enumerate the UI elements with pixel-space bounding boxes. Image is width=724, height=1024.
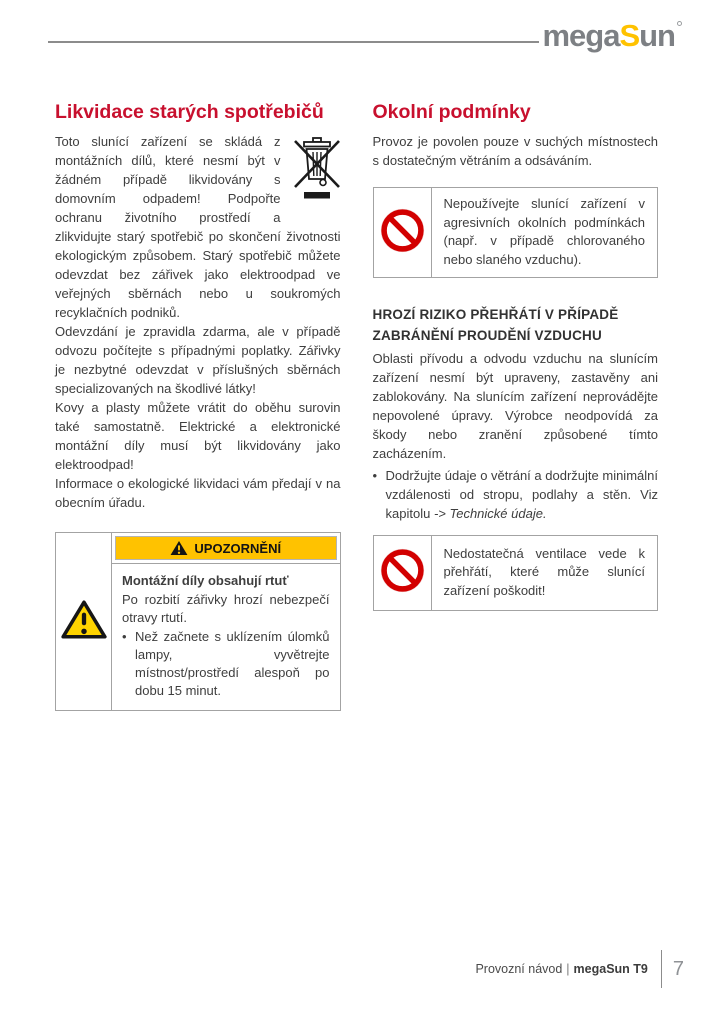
megasun-logo (542, 20, 682, 51)
footer-label: Provozní návod (475, 962, 563, 976)
registered-mark-icon (677, 21, 682, 26)
prohibition-icon-cell (374, 188, 432, 277)
page-header (0, 0, 724, 51)
section-heading-ambient: Okolní podmínky (372, 101, 531, 123)
logo-text-post: un (639, 18, 675, 53)
right-column (373, 101, 659, 711)
prohibition-text-1: Nepoužívejte slunící zařízení v agresivních okolních podmínkách (např. v případě chlorovaného nebo slaného vzduchu). (443, 196, 645, 267)
section-heading-disposal: Likvidace starých spotřebičů (55, 101, 324, 123)
prohibition-sign-icon (380, 548, 425, 598)
disposal-paragraph-1 (55, 132, 341, 322)
caution-title: Montážní díly obsahují rtuť (122, 573, 289, 588)
prohibition-icon-cell (374, 536, 432, 610)
warning-triangle-icon (61, 599, 107, 645)
caution-icon-cell (56, 533, 112, 710)
logo-text-pre: mega (542, 18, 620, 53)
prohibition-box-ventilation (373, 535, 659, 611)
caution-bullet-item (122, 628, 330, 700)
header-rule (48, 41, 539, 43)
chapter-reference: -> Technické údaje. (433, 506, 547, 521)
bullet-text-normal: Dodržujte údaje o větrání a dodržujte minimální vzdálenosti od stropu, podlahy a stěn. Viz kapitolu (385, 468, 658, 521)
caution-banner-label: UPOZORNĚNÍ (194, 540, 282, 556)
caution-text: Po rozbití zářivky hrozí nebezpečí otravy rtutí. (122, 592, 330, 625)
disposal-paragraph-2: Odevzdání je zpravidla zdarma, ale v případě odvozu počítejte s případnými poplatky. Zářivky je nezbytné odevzdat v příslušných sběrnách specializovaných na škodlivé látky! (55, 324, 341, 396)
prohibition-text-2: Nedostatečná ventilace vede k přehřátí, které může slunící zařízení poškodit! (443, 545, 645, 598)
disposal-paragraph-3: Kovy a plasty můžete vrátit do oběhu surovin také samostatně. Elektrické a elektronické montážní díly musí být likvidovány jako elektroodpad! (55, 400, 341, 472)
overheating-body: Oblasti přívodu a odvodu vzduchu na slunícím zařízení nesmí být upraveny, zastavěny ani zablokovány. Na slunícím zařízení neprovádějte nepovolené úpravy. Výrobce neodpovídá za škody nebo zranění způsobené tímto zacházením. (372, 351, 658, 461)
prohibition-sign-icon (380, 208, 425, 258)
bullet-marker: • (122, 629, 127, 644)
ventilation-bullet-text (386, 466, 659, 523)
caution-bullet-text: Než začnete s uklízením úlomků lampy, vyvětrejte místnost/prostředí alespoň po dobu 15 minut. (135, 629, 330, 698)
prohibition-box-aggressive-air (373, 187, 659, 278)
caution-box-mercury (55, 532, 341, 711)
overheating-subheading: HROZÍ RIZIKO PŘEHŘÁTÍ V PŘÍPADĚ ZABRÁNĚNÍ PROUDĚNÍ VZDUCHU (372, 307, 619, 343)
warning-triangle-small-icon (170, 540, 188, 556)
disposal-paragraph-4: Informace o ekologické likvidaci vám předají v na obecním úřadu. (55, 476, 341, 510)
footer-separator: | (566, 962, 570, 976)
bullet-marker: • (372, 468, 378, 483)
page-number: 7 (672, 957, 684, 980)
ambient-intro: Provoz je povolen pouze v suchých místnostech s dostatečným větráním a odsáváním. (372, 134, 658, 168)
logo-text-accent: S (619, 18, 640, 53)
caution-body (112, 563, 340, 710)
ventilation-bullet-item (373, 466, 659, 523)
page-footer (475, 950, 684, 988)
paragraph-text: Toto slunící zařízení se skládá z montážních dílů, které nesmí být v žádném případě likvidovány s domovním odpadem! Podpořte ochranu životního prostředí a zlikvidujte starý spotřebič po skončení životnosti ekologickým způsobem. Starý spotřebič můžete odevzdat bez zářivek jako elektroodpad ve veřejných sběrnách nebo u soukromých recyklačních podniků. (55, 134, 341, 320)
left-column (55, 101, 341, 711)
caution-box-main (112, 533, 340, 710)
caution-banner (115, 536, 337, 560)
weee-crossed-bin-icon (293, 135, 341, 206)
footer-doc-title: megaSun T9 (573, 962, 648, 976)
footer-divider (661, 950, 662, 988)
content-columns (0, 51, 724, 711)
